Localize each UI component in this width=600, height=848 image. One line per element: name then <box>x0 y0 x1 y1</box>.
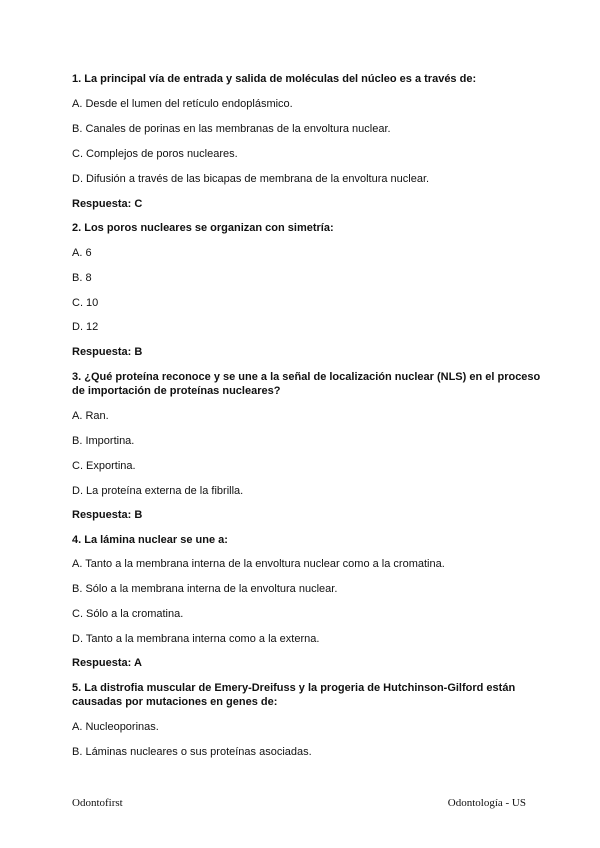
q4-option-d: D. Tanto a la membrana interna como a la externa. <box>72 633 320 645</box>
q3-option-c: C. Exportina. <box>72 460 136 472</box>
q1-option-a: A. Desde el lumen del retículo endoplásmico. <box>72 98 293 110</box>
q4-option-c: C. Sólo a la cromatina. <box>72 608 184 620</box>
q2-option-b: B. 8 <box>72 272 92 284</box>
q2-option-a: A. 6 <box>72 247 92 259</box>
q2-option-c: C. 10 <box>72 297 99 309</box>
q1-option-d: D. Difusión a través de las bicapas de membrana de la envoltura nuclear. <box>72 173 430 185</box>
q1-option-c: C. Complejos de poros nucleares. <box>72 148 238 160</box>
question-1: 1. La principal vía de entrada y salida de moléculas del núcleo es a través de: <box>72 73 477 85</box>
question-4: 4. La lámina nuclear se une a: <box>72 534 228 546</box>
q3-option-d: D. La proteína externa de la fibrilla. <box>72 485 244 497</box>
q5-option-a: A. Nucleoporinas. <box>72 721 159 733</box>
q2-option-d: D. 12 <box>72 321 99 333</box>
question-5: 5. La distrofia muscular de Emery-Dreifuss y la progeria de Hutchinson-Gilford están causadas por mutaciones en genes de: <box>72 682 516 708</box>
q4-answer: Respuesta: A <box>72 657 142 669</box>
q3-option-b: B. Importina. <box>72 435 135 447</box>
q1-answer: Respuesta: C <box>72 198 143 210</box>
footer-left: Odontofirst <box>72 797 123 809</box>
q4-option-b: B. Sólo a la membrana interna de la envoltura nuclear. <box>72 583 338 595</box>
q3-answer: Respuesta: B <box>72 509 143 521</box>
q3-option-a: A. Ran. <box>72 410 109 422</box>
question-3: 3. ¿Qué proteína reconoce y se une a la señal de localización nuclear (NLS) en el proceso de importación de proteínas nucleares? <box>72 371 541 397</box>
question-2: 2. Los poros nucleares se organizan con simetría: <box>72 222 334 234</box>
q4-option-a: A. Tanto a la membrana interna de la envoltura nuclear como a la cromatina. <box>72 558 445 570</box>
q2-answer: Respuesta: B <box>72 346 143 358</box>
q5-option-b: B. Láminas nucleares o sus proteínas asociadas. <box>72 746 312 758</box>
q1-option-b: B. Canales de porinas en las membranas de la envoltura nuclear. <box>72 123 391 135</box>
footer-right: Odontología - US <box>447 797 526 809</box>
